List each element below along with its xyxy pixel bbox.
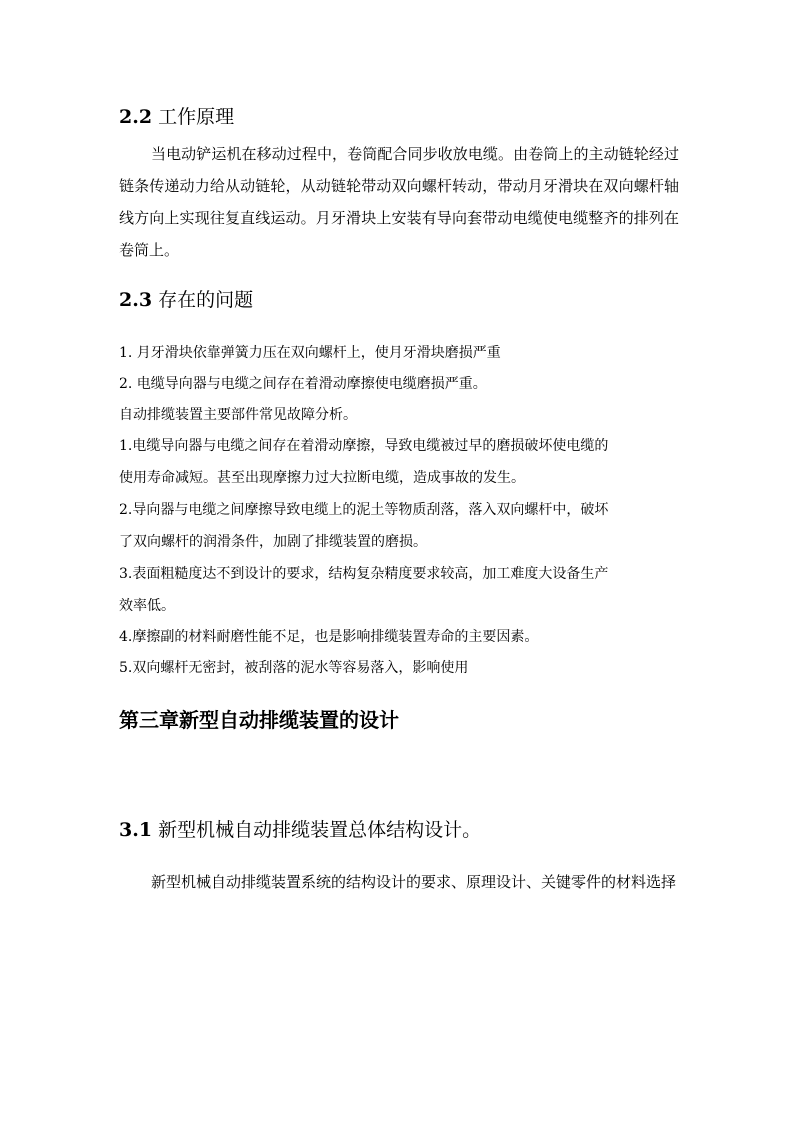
section-3-1-number: 3.1	[119, 819, 153, 841]
section-3-1-paragraph: 新型机械自动排缆装置系统的结构设计的要求、原理设计、关键零件的材料选择	[151, 873, 677, 891]
chapter-3-heading: 第三章新型自动排缆装置的设计	[119, 708, 399, 732]
section-2-2-number: 2.2	[119, 106, 153, 128]
analysis-line-3: 2.导向器与电缆之间摩擦导致电缆上的泥土等物质刮落，落入双向螺杆中，破坏	[119, 502, 609, 518]
section-2-3-number: 2.3	[119, 289, 153, 311]
section-2-2-heading	[119, 104, 679, 130]
section-2-3-title: 存在的问题	[158, 289, 254, 311]
analysis-line-5: 3.表面粗糙度达不到设计的要求，结构复杂精度要求较高，加工难度大设备生产	[119, 566, 609, 582]
analysis-intro: 自动排缆装置主要部件常见故障分析。	[119, 407, 357, 423]
analysis-line-2: 使用寿命减短。甚至出现摩擦力过大拉断电缆，造成事故的发生。	[119, 470, 525, 486]
section-3-1-title: 新型机械自动排缆装置总体结构设计。	[158, 819, 482, 841]
analysis-line-8: 5.双向螺杆无密封，被刮落的泥水等容易落入，影响使用	[119, 660, 469, 676]
analysis-line-7: 4.摩擦副的材料耐磨性能不足，也是影响排缆装置寿命的主要因素。	[119, 629, 539, 645]
problem-item-1: 1. 月牙滑块依靠弹簧力压在双向螺杆上，使月牙滑块磨损严重	[119, 345, 501, 361]
analysis-line-6: 效率低。	[119, 598, 175, 614]
problem-item-2: 2. 电缆导向器与电缆之间存在着滑动摩擦使电缆磨损严重。	[119, 376, 487, 392]
section-3-1-heading	[119, 817, 679, 843]
section-2-2-title: 工作原理	[158, 106, 235, 128]
analysis-line-4: 了双向螺杆的润滑条件，加剧了排缆装置的磨损。	[119, 534, 427, 550]
section-2-3-heading	[119, 287, 679, 313]
analysis-line-1: 1.电缆导向器与电缆之间存在着滑动摩擦，导致电缆被过早的磨损破坏使电缆的	[119, 438, 609, 454]
section-2-2-paragraph: 当电动铲运机在移动过程中，卷筒配合同步收放电缆。由卷筒上的主动链轮经过链条传递动力给从动链轮，从动链轮带动双向螺杆转动，带动月牙滑块在双向螺杆轴线方向上实现往复直线运动。月牙滑块上安装有导向套带动电缆使电缆整齐的排列在卷筒上。	[119, 145, 679, 259]
